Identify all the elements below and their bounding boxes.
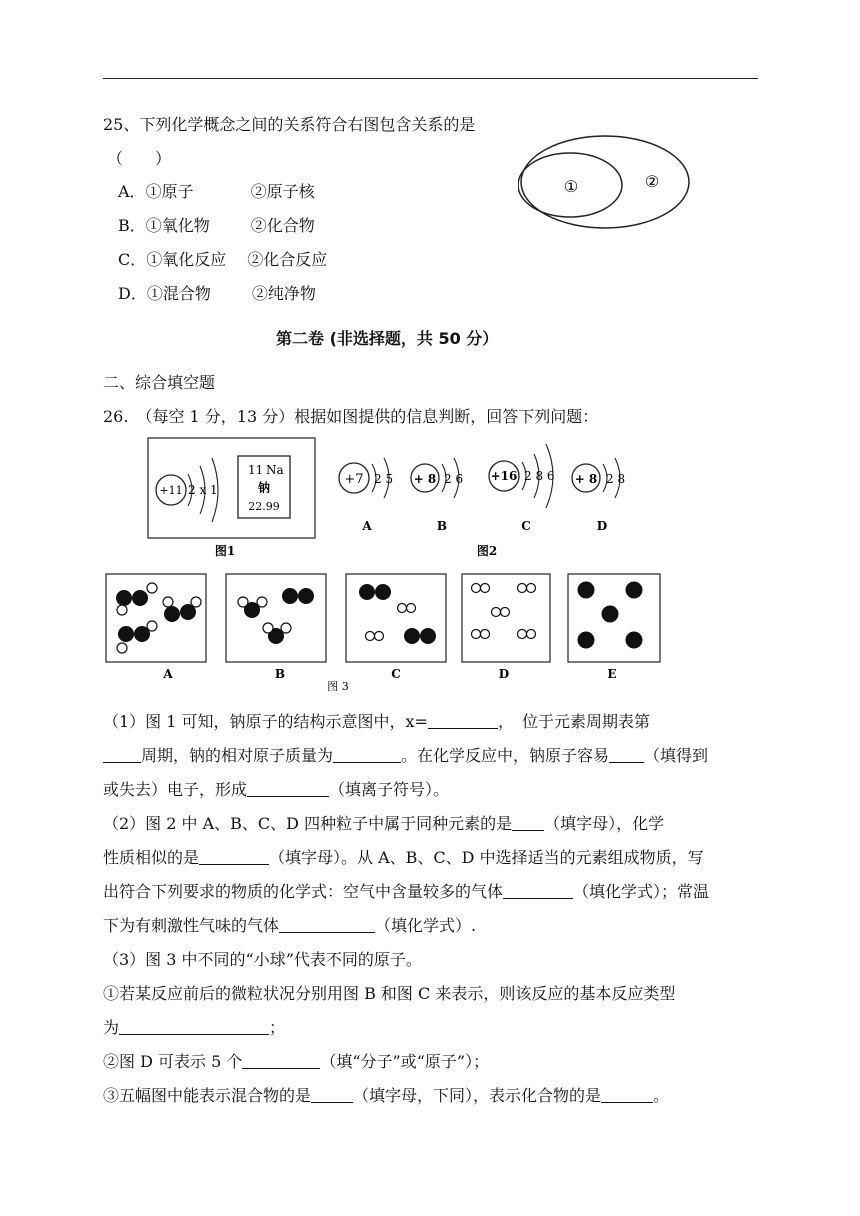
fig3-a-light-atom bbox=[163, 597, 173, 607]
fig3-label-e: E bbox=[607, 667, 617, 681]
fig2-b-label: B bbox=[436, 519, 448, 533]
fig2-a-label: A bbox=[362, 519, 372, 533]
fig3-label-c: C bbox=[391, 667, 401, 681]
fig3-d-light-atom bbox=[501, 608, 510, 617]
fig2-c-shells: 2 8 6 bbox=[524, 469, 555, 483]
fig3-c-dark-atom bbox=[359, 584, 375, 600]
fig1-atomic-number: 11 bbox=[248, 463, 264, 477]
fig2-d-nucleus-label: + 8 bbox=[574, 472, 598, 486]
fig3-d-light-atom bbox=[492, 608, 501, 617]
q25-answer-paren: （ ） bbox=[107, 149, 172, 168]
fig3-e-dark-atom bbox=[578, 632, 595, 649]
answer-blank-gain-lose[interactable] bbox=[609, 747, 644, 763]
q25-option-b: B．①氧化物 ②化合物 bbox=[118, 216, 315, 235]
fig2-caption: 图2 bbox=[476, 544, 498, 558]
part2-title: 第二卷 (非选择题，共 50 分） bbox=[276, 329, 499, 348]
answer-blank-ion[interactable] bbox=[247, 781, 329, 797]
answer-blank-pungent-gas[interactable] bbox=[279, 917, 375, 933]
header-rule bbox=[103, 78, 758, 79]
fig3-a-light-atom bbox=[191, 597, 201, 607]
fig3-a-dark-atom bbox=[132, 590, 148, 606]
fig1-element-symbol: Na bbox=[266, 463, 284, 477]
fig2-a-nucleus-label: +7 bbox=[344, 472, 364, 487]
fig3-caption: 图 3 bbox=[327, 680, 349, 693]
fig3-box-b bbox=[226, 574, 326, 662]
fig1-caption: 图1 bbox=[214, 544, 236, 558]
q26-p2-line1: （2）图 2 中 A、B、C、D 四种粒子中属于同种元素的是 （填字母），化学 bbox=[103, 814, 665, 833]
fig3-d-light-atom bbox=[518, 630, 527, 639]
fig1-atomic-mass: 22.99 bbox=[248, 500, 280, 513]
answer-blank-similar[interactable] bbox=[199, 849, 269, 865]
fig3-a-light-atom bbox=[147, 621, 157, 631]
answer-blank-molecule-atom[interactable] bbox=[242, 1053, 320, 1069]
fig3-box-a bbox=[106, 574, 206, 662]
answer-blank-reaction-type[interactable] bbox=[119, 1019, 269, 1035]
fig3-a-light-atom bbox=[117, 643, 127, 653]
fig3-a-light-atom bbox=[147, 583, 157, 593]
fig3-e-dark-atom bbox=[578, 582, 595, 599]
fig3-d-light-atom bbox=[527, 630, 536, 639]
q26-p2-line4: 下为有刺激性气味的气体 （填化学式）. bbox=[103, 916, 477, 935]
answer-blank-air-gas[interactable] bbox=[503, 883, 573, 899]
fig3-e-dark-atom bbox=[602, 606, 619, 623]
fig1-shells-label: 2 x 1 bbox=[188, 483, 218, 497]
fig3-c-light-atom bbox=[375, 632, 384, 641]
q26-p3-line3: 为 ； bbox=[103, 1018, 286, 1037]
q26-p2-line3: 出符合下列要求的物质的化学式：空气中含量较多的气体 （填化学式）；常温 bbox=[103, 882, 710, 901]
q25-option-d: D．①混合物 ②纯净物 bbox=[118, 284, 316, 303]
fig2-d-shells: 2 8 bbox=[606, 472, 626, 486]
fig3-d-light-atom bbox=[527, 584, 536, 593]
fig3-b-dark-atom bbox=[282, 588, 298, 604]
fig3-box-c bbox=[346, 574, 446, 662]
answer-blank-x[interactable] bbox=[428, 713, 498, 729]
q25-option-c: C．①氧化反应 ②化合反应 bbox=[118, 250, 328, 269]
q26-p1-line1: （1）图 1 可知，钠原子的结构示意图中，x= ， 位于元素周期表第 bbox=[103, 712, 650, 731]
fig3-label-b: B bbox=[274, 667, 286, 681]
answer-blank-period[interactable] bbox=[103, 747, 141, 763]
fig3-d-light-atom bbox=[472, 584, 481, 593]
fig3-c-light-atom bbox=[407, 604, 416, 613]
fig3-b-light-atom bbox=[281, 623, 291, 633]
venn-diagram bbox=[518, 132, 698, 234]
fig3-a-dark-atom bbox=[118, 626, 134, 642]
section-title: 二、综合填空题 bbox=[103, 373, 216, 392]
q26-p3-line5: ③五幅图中能表示混合物的是 （填字母，下同），表示化合物的是 。 bbox=[103, 1086, 670, 1105]
fig3-b-light-atom bbox=[263, 623, 273, 633]
q26-p3-line2: ①若某反应前后的微粒状况分别用图 B 和图 C 来表示，则该反应的基本反应类型 bbox=[103, 984, 676, 1003]
q26-p1-line3: 或失去）电子，形成 （填离子符号）。 bbox=[103, 780, 450, 799]
fig2-b-nucleus-label: + 8 bbox=[413, 472, 437, 486]
q26-stem: 26. （每空 1 分，13 分）根据如图提供的信息判断，回答下列问题： bbox=[103, 407, 599, 426]
fig3-a-light-atom bbox=[117, 605, 127, 615]
fig3-label-a: A bbox=[163, 667, 173, 681]
q26-p3-line1: （3）图 3 中不同的“小球”代表不同的原子。 bbox=[103, 950, 422, 969]
fig3-d-light-atom bbox=[472, 630, 481, 639]
answer-blank-compound[interactable] bbox=[601, 1087, 653, 1103]
fig3-c-light-atom bbox=[366, 632, 375, 641]
fig3-e-dark-atom bbox=[626, 582, 643, 599]
fig3-c-light-atom bbox=[398, 604, 407, 613]
fig1-element-name: 钠 bbox=[257, 481, 271, 495]
figure-1-2 bbox=[140, 432, 660, 562]
q26-p1-line2: 周期，钠的相对原子质量为 。在化学反应中，钠原子容易 （填得到 bbox=[103, 743, 708, 766]
fig2-b-shells: 2 6 bbox=[444, 472, 464, 486]
venn-inner-label: ① bbox=[563, 177, 579, 196]
fig3-c-dark-atom bbox=[420, 628, 436, 644]
q25-option-a: A．①原子 ②原子核 bbox=[118, 182, 315, 201]
fig2-c-label: C bbox=[521, 519, 531, 533]
fig3-b-dark-atom bbox=[298, 588, 314, 604]
fig3-d-light-atom bbox=[518, 584, 527, 593]
fig3-d-light-atom bbox=[481, 630, 490, 639]
fig3-box-d bbox=[462, 574, 550, 662]
fig3-e-dark-atom bbox=[626, 632, 643, 649]
fig3-a-dark-atom bbox=[164, 606, 180, 622]
answer-blank-mass[interactable] bbox=[333, 747, 401, 763]
fig3-b-frame bbox=[226, 574, 326, 662]
venn-outer-label: ② bbox=[644, 172, 660, 191]
fig3-b-light-atom bbox=[257, 597, 267, 607]
fig2-c-nucleus-label: +16 bbox=[490, 469, 518, 483]
q25-stem: 25、下列化学概念之间的关系符合右图包含关系的是 bbox=[103, 115, 476, 134]
fig3-c-dark-atom bbox=[375, 584, 391, 600]
q26-p3-line4: ②图 D 可表示 5 个 （填“分子”或“原子”）； bbox=[103, 1052, 490, 1071]
fig3-d-light-atom bbox=[481, 584, 490, 593]
fig2-a-shells: 2 5 bbox=[374, 472, 394, 486]
figure-3 bbox=[100, 568, 670, 698]
fig3-b-light-atom bbox=[238, 597, 248, 607]
fig3-label-d: D bbox=[498, 667, 510, 681]
fig1-nucleus-label: +11 bbox=[159, 484, 183, 497]
answer-blank-mixture[interactable] bbox=[311, 1087, 353, 1103]
fig2-d-label: D bbox=[596, 519, 608, 533]
q26-p2-line2: 性质相似的是 （填字母）。从 A、B、C、D 中选择适当的元素组成物质，写 bbox=[103, 848, 704, 867]
fig3-a-dark-atom bbox=[116, 590, 132, 606]
answer-blank-same-element[interactable] bbox=[512, 815, 544, 831]
fig3-c-dark-atom bbox=[404, 628, 420, 644]
fig3-box-e bbox=[568, 574, 660, 662]
